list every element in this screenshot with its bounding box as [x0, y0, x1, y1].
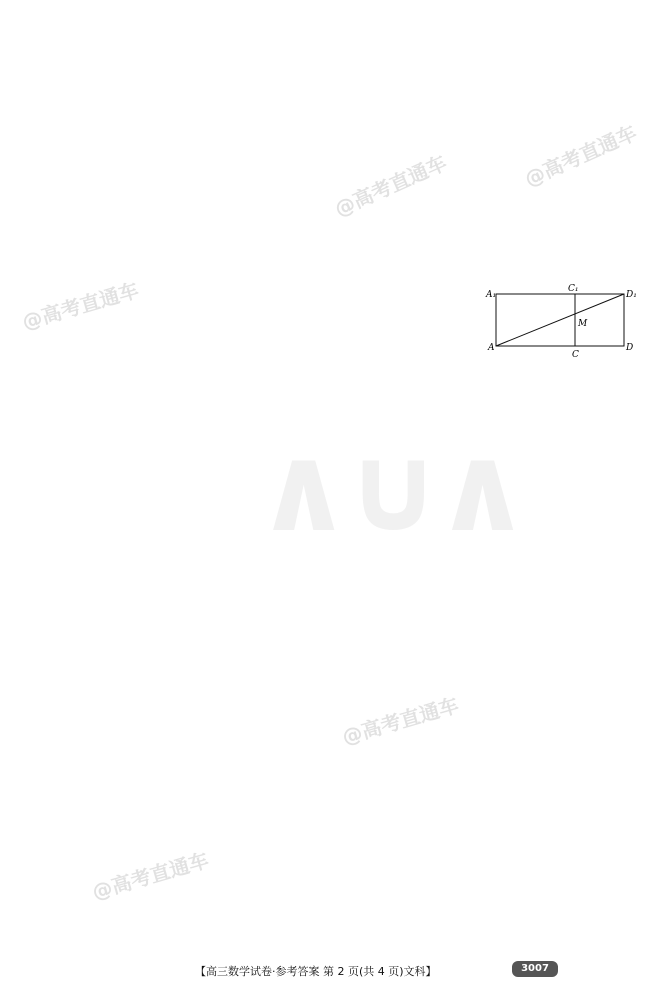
segment-ad1 — [496, 294, 624, 346]
watermark: @高考直通车 — [19, 277, 142, 335]
label-c1: C₁ — [568, 284, 579, 294]
watermark: @高考直通车 — [339, 692, 462, 750]
watermark: @高考直通车 — [520, 120, 641, 192]
label-a: A — [488, 343, 495, 353]
label-d1: D₁ — [626, 290, 637, 300]
cube-unfold-figure — [484, 282, 642, 360]
footer-text: 【高三数学试卷·参考答案 第 2 页(共 4 页)文科】 — [195, 965, 437, 978]
footer-code-badge: 3007 — [512, 961, 558, 977]
label-m: M — [578, 319, 588, 329]
label-c: C — [572, 350, 579, 360]
label-a1: A₁ — [486, 290, 497, 300]
background-logo: ∧∪∧ — [255, 420, 524, 559]
page-footer — [0, 961, 650, 983]
watermark: @高考直通车 — [330, 150, 451, 222]
label-d: D — [626, 343, 634, 353]
watermark: @高考直通车 — [89, 847, 212, 905]
